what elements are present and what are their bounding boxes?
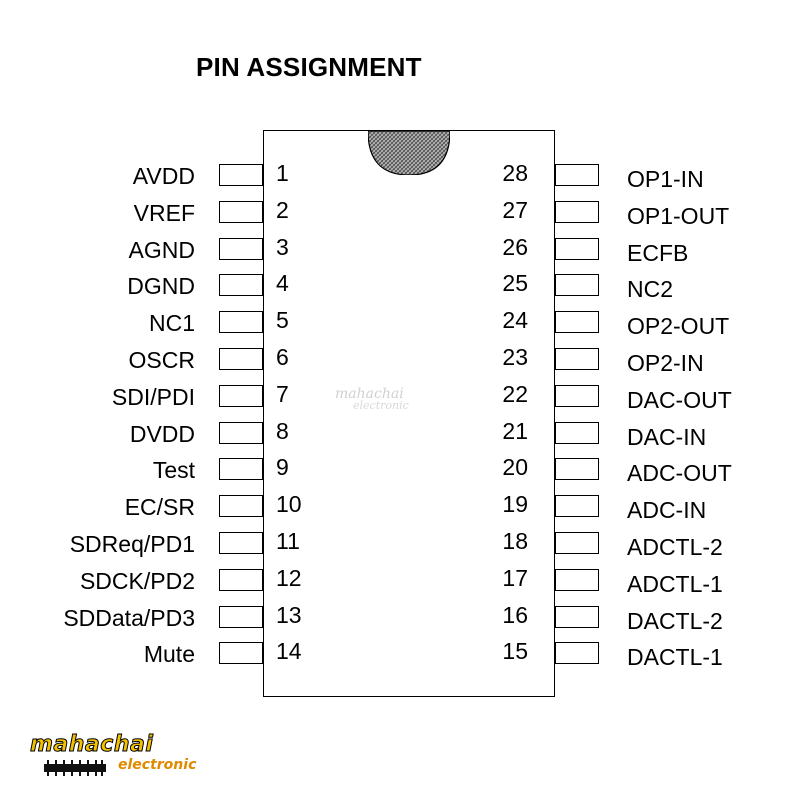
pin-name-left: OSCR <box>128 347 195 373</box>
pin-pad-left <box>219 606 263 628</box>
pin-name-left: DVDD <box>129 420 195 447</box>
pin-pad-left <box>219 458 263 480</box>
chip-icon <box>40 758 110 778</box>
logo-line1: mahachai <box>30 732 154 757</box>
pin-pad-right <box>555 422 599 444</box>
pin-name-right: ADCTL-2 <box>627 534 723 560</box>
pin-number-right: 25 <box>502 270 528 297</box>
pin-number-left: 1 <box>276 160 289 186</box>
pin-name-left: NC1 <box>148 310 195 337</box>
pin-pad-right <box>555 606 599 628</box>
pin-pad-right <box>555 532 599 554</box>
pin-pad-left <box>219 385 263 407</box>
pin-pad-right <box>555 348 599 370</box>
pin-name-left: Mute <box>143 641 195 668</box>
pin-name-right: OP1-OUT <box>627 202 730 229</box>
pin-name-right: NC2 <box>627 276 674 303</box>
pin-name-left: SDCK/PD2 <box>79 567 195 594</box>
pin-number-right: 20 <box>502 454 528 481</box>
pin-name-right: OP1-IN <box>627 166 704 192</box>
pin-number-right: 18 <box>502 528 528 554</box>
pin-number-right: 16 <box>502 601 528 628</box>
pin-number-right: 21 <box>502 417 528 444</box>
pin-number-left: 13 <box>276 601 302 628</box>
watermark-line2: electronic <box>353 399 409 412</box>
pin-number-left: 7 <box>276 380 289 407</box>
pin-name-right: ADCTL-1 <box>627 570 723 597</box>
brand-logo <box>30 732 197 773</box>
pin-number-left: 2 <box>276 196 289 223</box>
pin-name-left: VREF <box>133 199 195 226</box>
pin-number-left: 12 <box>276 564 302 591</box>
pin-number-right: 15 <box>502 638 528 665</box>
pin-number-right: 28 <box>502 160 528 186</box>
pin-name-right: ADC-OUT <box>627 460 732 487</box>
pin-pad-right <box>555 238 599 260</box>
pin-name-left: EC/SR <box>124 494 195 521</box>
pin-pad-right <box>555 642 599 664</box>
pin-name-left: SDData/PD3 <box>63 604 195 631</box>
pin-pad-left <box>219 201 263 223</box>
pin-number-right: 22 <box>502 380 528 407</box>
pin-number-right: 27 <box>502 196 528 223</box>
diagram-title: PIN ASSIGNMENT <box>196 52 422 82</box>
pin-pad-right <box>555 274 599 296</box>
pin-number-left: 14 <box>276 638 302 665</box>
pin-name-left: AGND <box>128 236 195 263</box>
watermark-line1: mahachai <box>335 386 404 402</box>
pin-pad-left <box>219 311 263 333</box>
pin-number-right: 24 <box>502 307 528 334</box>
pin-pad-right <box>555 164 599 186</box>
pin-name-right: OP2-IN <box>627 350 704 376</box>
pin-number-right: 19 <box>502 491 528 518</box>
pin-pad-right <box>555 201 599 223</box>
pin-number-left: 6 <box>276 344 289 370</box>
pin-pad-left <box>219 238 263 260</box>
pin-name-right: DACTL-2 <box>627 607 723 634</box>
pin-name-left: AVDD <box>132 163 195 189</box>
pin-name-right: DACTL-1 <box>627 644 723 671</box>
pin-number-left: 5 <box>276 307 289 334</box>
logo-line2: electronic <box>118 757 197 773</box>
pin-number-left: 10 <box>276 491 302 518</box>
pin1-notch <box>368 131 450 175</box>
pin-name-left: DGND <box>127 273 195 300</box>
pin-name-right: ECFB <box>627 239 689 266</box>
pin-number-left: 11 <box>276 528 300 554</box>
watermark <box>335 385 409 412</box>
pin-pad-right <box>555 385 599 407</box>
pin-number-left: 4 <box>276 270 289 297</box>
pin-pad-left <box>219 164 263 186</box>
pin-number-right: 17 <box>502 564 528 591</box>
pin-name-left: SDI/PDI <box>111 383 195 410</box>
pin-pad-left <box>219 274 263 296</box>
pin-name-left: Test <box>152 457 195 484</box>
pin-name-left: SDReq/PD1 <box>69 531 195 557</box>
pin-number-left: 8 <box>276 417 289 444</box>
pin-pad-left <box>219 532 263 554</box>
pin-pad-right <box>555 311 599 333</box>
pin-pad-right <box>555 458 599 480</box>
pin-pad-left <box>219 495 263 517</box>
pin-name-right: OP2-OUT <box>627 313 730 340</box>
pin-name-right: DAC-OUT <box>627 386 732 413</box>
pin-pad-right <box>555 569 599 591</box>
pin-number-left: 3 <box>276 233 289 260</box>
pin-number-right: 23 <box>502 344 528 370</box>
pin-number-left: 9 <box>276 454 289 481</box>
pin-pad-left <box>219 569 263 591</box>
pin-pad-left <box>219 642 263 664</box>
pin-pad-left <box>219 348 263 370</box>
pin-name-right: DAC-IN <box>627 423 707 450</box>
pin-number-right: 26 <box>502 233 528 260</box>
pin-pad-right <box>555 495 599 517</box>
pin-pad-left <box>219 422 263 444</box>
pin-name-right: ADC-IN <box>627 497 707 524</box>
